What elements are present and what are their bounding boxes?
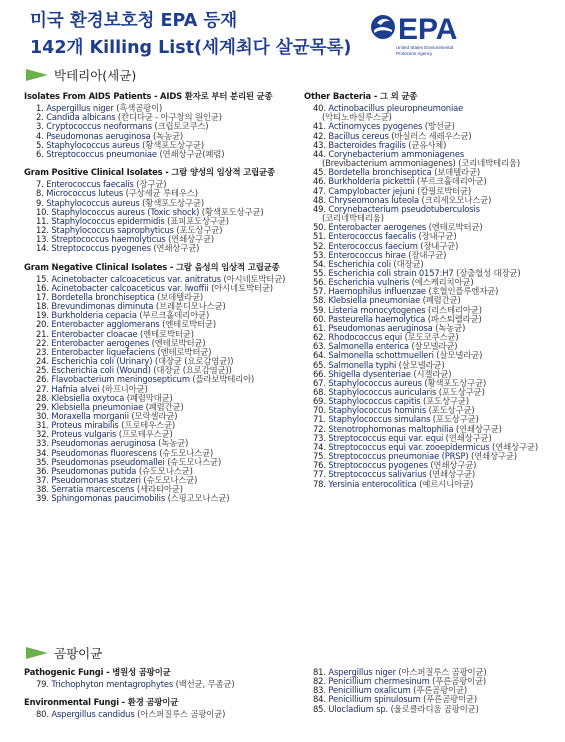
korean-name: (예르시니아균) (419, 478, 474, 489)
item-number: 28. (36, 392, 49, 403)
korean-name: (연쇄상구균) (470, 451, 517, 462)
item-number: 53. (313, 249, 326, 260)
organism-name: Acinetobacter calcoaceticus var. anitratus (51, 273, 221, 284)
korean-name: (모락셀라균) (131, 411, 178, 421)
item-number: 57. (313, 286, 326, 297)
item-number: 9. (36, 197, 44, 208)
korean-name: (엔테로박터균) (157, 346, 212, 357)
korean-name: (포도상구균) (432, 414, 479, 425)
korean-name: (코리네박테리움) (458, 158, 520, 169)
korean-name: (녹농균) (152, 130, 184, 141)
organism-name: Ulocladium sp. (328, 703, 389, 714)
korean-name: (아스퍼질루스 곰팡이균) (137, 709, 226, 720)
item-number: 85. (313, 703, 326, 714)
korean-name: (황색포도상구균) (201, 206, 264, 217)
organism-name: Aspergillus candidus (51, 709, 135, 720)
korean-name: (하프니아균) (101, 383, 148, 394)
item-number: 36. (36, 465, 49, 476)
item-number: 46. (313, 176, 326, 187)
korean-name: (아시네토박터균) (211, 282, 273, 293)
organism-name: Penicillium chermesinum (328, 676, 430, 687)
korean-name: (대장균 (요로감염균)) (154, 356, 234, 367)
item-number: 4. (36, 130, 44, 141)
korean-name: (살모넬라균) (411, 341, 458, 352)
korean-name: (울로클라디움 곰팡이균) (390, 703, 479, 714)
item-number: 76. (313, 460, 326, 471)
item-number: 15. (36, 273, 49, 284)
item-number: 5. (36, 139, 44, 150)
organism-item (24, 244, 300, 253)
item-number: 67. (313, 377, 326, 388)
item-number: 35. (36, 456, 49, 467)
group-heading: Isolates From AIDS Patients - AIDS 환자로 부터 분리된 균종 (24, 91, 273, 101)
korean-name: (흑색곰팡이) (116, 103, 163, 114)
title-line-1: 미국 환경보호청 EPA 등재 (30, 11, 238, 31)
korean-name: (푸른곰팡이균) (432, 676, 487, 687)
korean-name: (호혈인플루엔자균) (428, 286, 499, 297)
item-number: 84. (313, 694, 326, 705)
organism-name: Streptococcus pyogenes (328, 460, 428, 471)
organism-item (24, 150, 300, 159)
item-number: 34. (36, 447, 49, 458)
organism-name: Trichophyton mentagrophytes (51, 679, 174, 690)
organism-name: Sphingomonas paucimobilis (51, 493, 166, 504)
korean-name: (녹농균) (158, 438, 189, 449)
item-number: 41. (313, 121, 326, 132)
organism-name: Stenotrophomonas maltophilia (328, 423, 454, 434)
korean-name: (슈도모나스균) (167, 456, 222, 467)
korean-name: (장내구균) (408, 249, 447, 260)
item-number: 64. (313, 350, 326, 361)
organism-item (24, 710, 300, 719)
korean-name: (로도코쿠스균) (404, 332, 459, 343)
organism-name: Escherichia coli (328, 258, 391, 269)
item-number: 82. (313, 676, 326, 687)
item-number: 24. (36, 356, 49, 367)
korean-name: (황색포도상구균) (142, 197, 204, 208)
korean-name: (스핑고모나스균) (167, 493, 230, 504)
korean-name: (황색포도상구균) (142, 139, 204, 150)
organism-name: Pseudomonas aeruginosa (46, 130, 151, 141)
organism-name: Streptococcus equi var. zooepidermicus (328, 441, 490, 452)
item-number: 10. (36, 206, 49, 217)
korean-name: (포도상구균) (438, 387, 485, 397)
item-number: 14. (36, 243, 49, 254)
korean-name: (크립토코쿠스) (154, 121, 209, 132)
item-number: 38. (36, 484, 49, 495)
item-number: 42. (313, 130, 326, 141)
organism-name: Proteus mirabilis (51, 420, 119, 431)
organism-name: Bacteroides fragilis (328, 139, 406, 150)
item-number: 74. (313, 441, 326, 452)
item-number: 39. (36, 493, 49, 504)
organism-name-continued: (코리네박테리움) (322, 213, 384, 224)
organism-name: Staphylococcus aureus (46, 197, 140, 208)
korean-name: (연쇄상구균) (492, 441, 538, 452)
korean-name: (아시네토박터균) (223, 273, 286, 284)
organism-name: Serratia marcescens (51, 484, 135, 495)
item-number: 71. (313, 414, 326, 425)
organism-name: Staphylococcus epidermidis (51, 215, 165, 226)
item-number: 62. (313, 332, 326, 343)
item-number: 2. (36, 112, 44, 123)
item-number: 1. (36, 103, 44, 114)
item-number: 51. (313, 231, 326, 242)
organism-name: Streptococcus equi var. equi (328, 432, 444, 443)
organism-name: Pseudomonas putida (51, 465, 137, 476)
organism-name: Enterobacter aerogenes (51, 337, 150, 348)
korean-name: (장출혈성 대장균) (456, 267, 521, 278)
item-number: 63. (313, 341, 326, 352)
korean-name: (캄필로박터균) (417, 185, 472, 196)
organism-name: Staphylococcus capitis (328, 396, 421, 407)
green-triangle-icon (26, 69, 48, 81)
organism-name: Streptococcus pneumoniae (PRSP) (328, 451, 469, 462)
organism-name: Cryptococcus neoformans (46, 121, 152, 132)
organism-name: Streptococcus haemolyticus (51, 234, 166, 245)
section-bacteria-label: 박테리아(세균) (54, 68, 137, 83)
organism-name: Pseudomonas aeruginosa (328, 322, 433, 333)
organism-name: Staphylococcus auricularis (328, 387, 437, 397)
item-number: 7. (36, 179, 44, 190)
item-number: 23. (36, 346, 49, 357)
organism-name: Enterococcus faecalis (46, 179, 134, 190)
korean-name: (균유사체) (408, 139, 447, 150)
item-number: 11. (36, 215, 49, 226)
organism-name: Rhodococcus equi (328, 332, 403, 343)
organism-name: Micrococcus luteus (46, 188, 124, 199)
organism-name: Aspergillus niger (328, 667, 396, 677)
organism-name: Escherichia coli (Urinary) (51, 356, 153, 367)
item-number: 59. (313, 304, 326, 315)
item-number: 33. (36, 438, 49, 449)
item-number: 70. (313, 405, 326, 416)
korean-name: (리스테리아균) (427, 304, 482, 315)
korean-name: (푸른곰팡이균) (413, 685, 468, 696)
korean-name: (연쇄상구균) (168, 234, 214, 245)
item-number: 73. (313, 432, 326, 443)
organism-name-continued: (Brevibacterium ammoniagenes) (322, 158, 456, 169)
organism-name: Klebsiella oxytoca (51, 392, 125, 403)
korean-name: (엔테로박터균) (428, 222, 483, 233)
korean-name: (백선균, 무좀균) (175, 679, 235, 690)
item-number: 32. (36, 429, 49, 440)
item-number: 13. (36, 234, 49, 245)
organism-name: Klebsiella pneumoniae (51, 401, 144, 412)
organism-name: Burkholderia cepacia (51, 310, 137, 321)
item-number: 26. (36, 374, 49, 385)
group-heading: Other Bacteria - 그 외 균종 (304, 91, 418, 101)
organism-name: Corynebacterium ammoniagenes (328, 148, 465, 159)
korean-name: (녹농균) (435, 322, 466, 333)
item-number: 16. (36, 282, 49, 293)
organism-name-continued: (악티노바실루스균) (322, 112, 392, 123)
organism-name: Escherichia coli strain 0157:H7 (328, 267, 454, 278)
korean-name: (포도상구균) (176, 225, 223, 236)
organism-name: Staphylococcus hominis (328, 405, 427, 416)
organism-name: Penicillium oxalicum (328, 685, 411, 696)
korean-name: (파스퇴렐라균) (427, 313, 482, 324)
organism-item (24, 680, 300, 689)
organism-name: Aspergillus niger (46, 103, 114, 114)
korean-name: (플라보박테리아) (192, 374, 255, 385)
korean-name: (장구균) (136, 179, 167, 190)
item-number: 61. (313, 322, 326, 333)
korean-name: (브레분디모나스균) (155, 301, 226, 312)
item-number: 48. (313, 194, 326, 205)
organism-name: Staphylococcus aureus (46, 139, 140, 150)
group-heading: Gram Positive Clinical Isolates - 그람 양성의 임상적 고립균종 (24, 167, 275, 178)
item-number: 29. (36, 401, 49, 412)
korean-name: (세라티아균) (136, 484, 183, 495)
korean-name: (장내구균) (420, 240, 459, 251)
fungi-right-column (304, 668, 562, 714)
organism-name: Enterobacter cloacae (51, 328, 138, 339)
korean-name: (표피포도상구균) (167, 215, 229, 226)
organism-name: Actinobacillus pleuropneumoniae (328, 103, 464, 114)
korean-name: (부르크홀데리아균) (139, 310, 210, 321)
organism-name: Enterobacter liquefaciens (51, 346, 155, 357)
item-number: 81. (313, 667, 326, 677)
organism-name: Klebsiella pneumoniae (328, 295, 421, 306)
korean-name: (슈도모나스균) (159, 447, 214, 458)
organism-name: Pseudomonas stutzeri (51, 475, 141, 486)
item-number: 43. (313, 139, 326, 150)
organism-name: Chryseomonas luteola (328, 194, 419, 205)
item-number: 25. (36, 365, 49, 376)
organism-name: Burkholderia pickettii (328, 176, 415, 187)
korean-name: (포도상구균) (428, 405, 475, 416)
item-number: 69. (313, 396, 326, 407)
korean-name: (엔테로박터균) (151, 337, 206, 348)
item-number: 72. (313, 423, 326, 434)
korean-name: (보데텔라균) (157, 291, 204, 302)
item-number: 56. (313, 277, 326, 288)
group-heading: Gram Negative Clinical Isolates - 그람 음성의 임상적 고립균종 (24, 261, 280, 272)
organism-name: Yersinia enterocolitica (328, 478, 417, 489)
organism-name: Pasteurella haemolytica (328, 313, 426, 324)
section-fungi-label: 곰팡이균 (54, 646, 103, 661)
green-triangle-icon (26, 647, 48, 659)
item-number: 75. (313, 451, 326, 462)
organism-name: Proteus vulgaris (51, 429, 117, 440)
epa-logo-subtitle: United States Environmental Protection Agency (396, 45, 454, 56)
organism-name: Escherichia coli (Wound) (51, 365, 151, 376)
item-number: 52. (313, 240, 326, 251)
organism-name: Penicillium spinulosum (328, 694, 421, 705)
item-number: 8. (36, 188, 44, 199)
item-number: 47. (313, 185, 326, 196)
organism-name: Pseudomonas pseudomallei (51, 456, 165, 467)
organism-name: Bacillus cereus (328, 130, 389, 141)
organism-name: Escherichia vulneris (328, 277, 410, 288)
organism-name: Listeria monocytogenes (328, 304, 426, 315)
item-number: 66. (313, 368, 326, 379)
korean-name: (시겔라균) (413, 368, 452, 379)
item-number: 19. (36, 310, 49, 321)
section-fungi-heading (26, 644, 102, 662)
item-number: 79. (36, 679, 49, 690)
right-column (304, 92, 562, 489)
organism-name: Enterococcus faecalis (328, 231, 416, 242)
organism-name: Acinetobacter calcoaceticus var. lwoffii (51, 282, 209, 293)
item-number: 6. (36, 148, 44, 159)
korean-name: (방선균) (424, 121, 455, 132)
organism-name: Brevundimonas diminuta (51, 301, 154, 312)
organism-name: Flavobacterium meningosepticum (51, 374, 190, 385)
organism-name: Hafnia alvei (51, 383, 100, 394)
organism-name: Staphylococcus saprophyticus (51, 225, 174, 236)
korean-name: (대장균) (393, 258, 424, 269)
item-number: 37. (36, 475, 49, 486)
organism-name: Pseudomonas aeruginosa (51, 438, 156, 449)
organism-name: Enterobacter agglomerans (51, 319, 160, 330)
korean-name: (연쇄상구균) (455, 423, 502, 434)
korean-name: (엔테로박터균) (162, 319, 216, 330)
organism-item (304, 705, 562, 714)
korean-name: (연쇄상구균) (445, 432, 492, 443)
organism-name: Moraxella morganii (51, 411, 129, 421)
korean-name: (프로테우스균) (121, 420, 176, 431)
korean-name: (폐렴막대균) (126, 392, 173, 403)
korean-name: (연쇄상구균) (429, 469, 475, 480)
organism-name: Staphylococcus simulans (328, 414, 431, 425)
korean-name: (연쇄상구균(폐렴) (159, 148, 225, 159)
item-number: 40. (313, 103, 326, 114)
korean-name: (포도상구균) (423, 396, 469, 407)
fungi-left-column (24, 668, 300, 720)
korean-name: (칸디다균 - 아구창의 원인균) (117, 112, 222, 123)
organism-name: Bordetella bronchiseptica (328, 167, 432, 178)
organism-name: Corynebacterium pseudotuberculosis (328, 203, 480, 214)
organism-name: Actinomyces pyogenes (328, 121, 423, 132)
korean-name: (살모넬라균) (436, 350, 483, 361)
korean-name: (프로테우스균) (118, 429, 173, 440)
item-number: 3. (36, 121, 44, 132)
organism-name: Bordetella bronchiseptica (51, 291, 155, 302)
item-number: 54. (313, 258, 326, 269)
korean-name: (연쇄상구균) (153, 243, 200, 254)
korean-name: (살모넬라균) (398, 359, 445, 370)
korean-name: (슈도모나스균) (138, 465, 193, 476)
item-number: 60. (313, 313, 326, 324)
item-number: 18. (36, 301, 49, 312)
korean-name: (슈도모나스균) (143, 475, 198, 486)
group-heading: Pathogenic Fungi - 병원성 곰팡이균 (24, 667, 171, 677)
organism-name: Staphylococcus aureus (Toxic shock) (51, 206, 200, 217)
item-number: 44. (313, 148, 326, 159)
epa-logo (368, 10, 538, 68)
item-number: 17. (36, 291, 49, 302)
item-number: 55. (313, 267, 326, 278)
item-number: 68. (313, 387, 326, 397)
title-line-2: 142개 Killing List(세계최다 살균목록) (30, 38, 352, 58)
epa-logo-text: EPA (398, 13, 458, 46)
korean-name: (대장균 (요로감염균)) (153, 365, 232, 376)
item-number: 31. (36, 420, 49, 431)
document-title (30, 8, 351, 62)
korean-name: (크리세오모나스균) (421, 194, 492, 205)
korean-name: (폐렴간균) (145, 401, 184, 412)
item-number: 65. (313, 359, 326, 370)
korean-name: (장내구균) (418, 231, 457, 242)
korean-name: (구상세균 루테우스) (125, 188, 198, 199)
korean-name: (보데텔라균) (434, 167, 481, 178)
item-number: 27. (36, 383, 49, 394)
item-number: 20. (36, 319, 49, 330)
korean-name: (황색포도상구균) (424, 377, 487, 388)
item-number: 77. (313, 469, 326, 480)
organism-name: Enterobacter aerogenes (328, 222, 427, 233)
korean-name: (연쇄상구균) (430, 460, 477, 471)
organism-name: Shigella dysenteriae (328, 368, 411, 379)
item-number: 83. (313, 685, 326, 696)
organism-name: Salmonella enterica (328, 341, 409, 352)
organism-name: Salmonella schottmuelleri (328, 350, 434, 361)
korean-name: (엔테로박터균) (140, 328, 194, 339)
organism-name: Streptococcus pneumoniae (46, 148, 157, 159)
item-number: 58. (313, 295, 326, 306)
korean-name: (아스퍼질루스 곰팡이균) (398, 667, 487, 677)
organism-name: Staphylococcus aureus (328, 377, 422, 388)
left-column (24, 92, 300, 504)
organism-name: Haemophilus influenzae (328, 286, 426, 297)
organism-name: Candida albicans (46, 112, 116, 123)
item-number: 30. (36, 411, 49, 421)
group-heading: Environmental Fungi - 환경 곰팡이균 (24, 697, 179, 708)
korean-name: (푸른곰팡이균) (423, 694, 477, 705)
item-number: 12. (36, 225, 49, 236)
item-number: 78. (313, 478, 326, 489)
item-number: 22. (36, 337, 49, 348)
korean-name: (부르크홀데리아균) (416, 176, 487, 187)
item-number: 21. (36, 328, 49, 339)
korean-name: (에스케리치아균) (411, 277, 474, 288)
organism-name: Enterococcus faecium (328, 240, 418, 251)
organism-name: Enterococcus hirae (328, 249, 406, 260)
organism-item (24, 494, 300, 503)
organism-item (304, 480, 562, 489)
item-number: 80. (36, 709, 49, 720)
organism-name: Campylobacter jejuni (328, 185, 415, 196)
organism-name: Pseudomonas fluorescens (51, 447, 157, 458)
organism-name: Streptococcus pyogenes (51, 243, 151, 254)
korean-name: (폐렴간균) (422, 295, 461, 306)
organism-name: Salmonella typhi (328, 359, 397, 370)
section-bacteria-heading (26, 66, 136, 84)
item-number: 50. (313, 222, 326, 233)
organism-name: Streptococcus salivarius (328, 469, 427, 480)
item-number: 45. (313, 167, 326, 178)
item-number: 49. (313, 203, 326, 214)
korean-name: (바실러스 세레우스균) (391, 130, 472, 141)
